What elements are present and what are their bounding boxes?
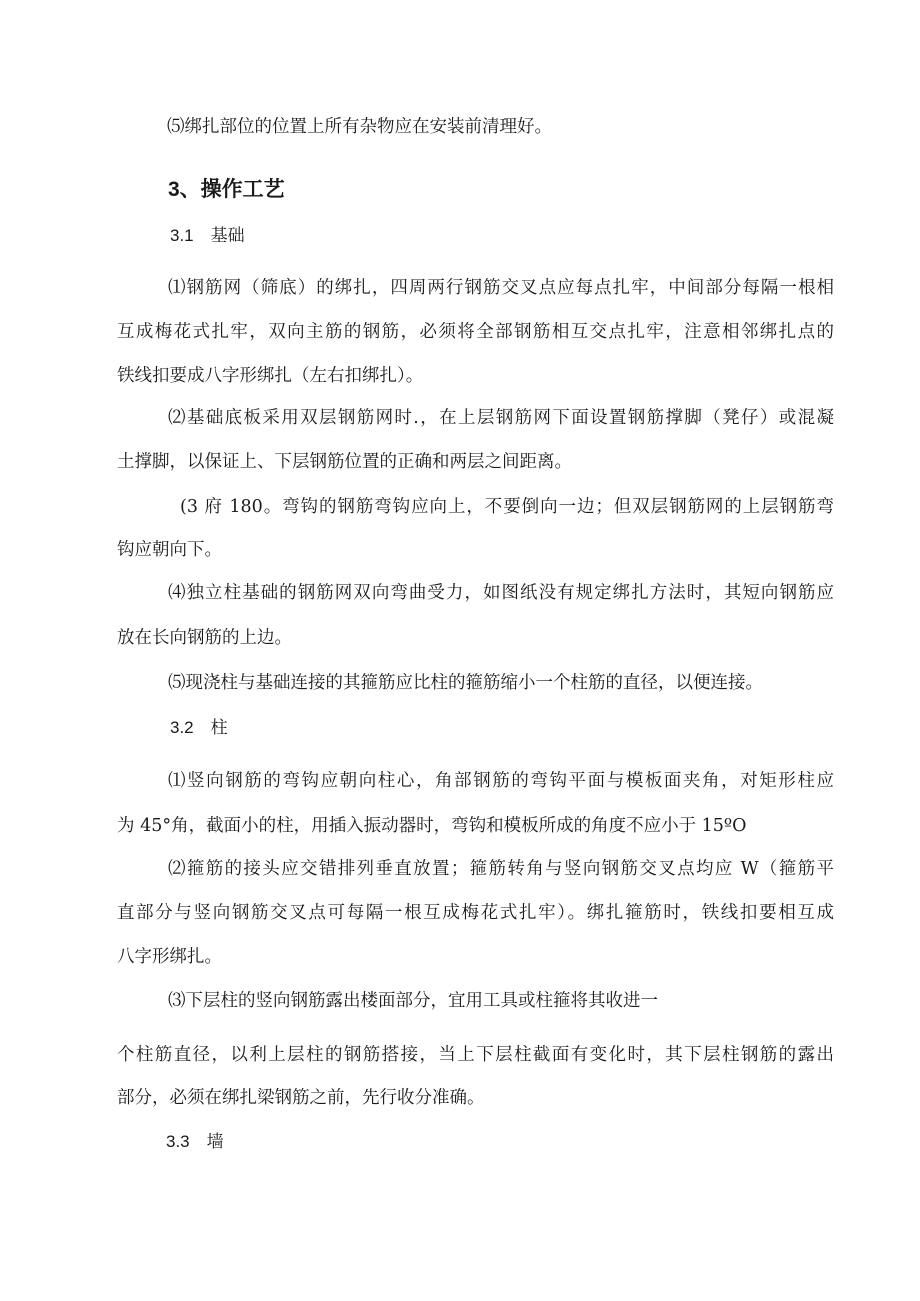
paragraph-line: ⑵箍筋的接头应交错排列垂直放置；箍筋转角与竖向钢筋交叉点均应 W（箍筋平 bbox=[168, 859, 834, 879]
section-3-2-heading: 3.2 柱 bbox=[170, 718, 228, 737]
paragraph-line: 互成梅花式扎牢，双向主筋的钢筋，必须将全部钢筋相互交点扎牢，注意相邻绑扎点的 bbox=[117, 322, 834, 342]
paragraph-line: 部分，必须在绑扎梁钢筋之前，先行收分准确。 bbox=[117, 1088, 485, 1108]
paragraph-line: 铁线扣要成八字形绑扎（左右扣绑扎）。 bbox=[117, 366, 424, 386]
paragraph-line: ⑷独立柱基础的钢筋网双向弯曲受力，如图纸没有规定绑扎方法时，其短向钢筋应 bbox=[168, 583, 834, 603]
section-3-1-heading: 3.1 基础 bbox=[170, 226, 245, 245]
section-3-3-heading: 3.3 墙 bbox=[166, 1132, 224, 1151]
paragraph-line: 为 45°角，截面小的柱，用插入振动器时，弯钩和模板所成的角度不应小于 15ºO bbox=[117, 816, 747, 836]
paragraph-line: (3 府 180。弯钩的钢筋弯钩应向上，不要倒向一边；但双层钢筋网的上层钢筋弯 bbox=[180, 497, 834, 517]
paragraph-line: ⑶下层柱的竖向钢筋露出楼面部分，宜用工具或柱箍将其收进一 bbox=[168, 991, 658, 1011]
paragraph-line: 放在长向钢筋的上边。 bbox=[117, 628, 292, 648]
paragraph-line: ⑵基础底板采用双层钢筋网时.，在上层钢筋网下面设置钢筋撑脚（凳仔）或混凝 bbox=[168, 408, 834, 428]
paragraph-line: ⑸现浇柱与基础连接的其箍筋应比柱的箍筋缩小一个柱筋的直径，以便连接。 bbox=[168, 673, 763, 693]
section-3-heading: 3、操作工艺 bbox=[168, 178, 285, 201]
paragraph-line: 钩应朝向下。 bbox=[117, 540, 222, 560]
paragraph-line: 八字形绑扎。 bbox=[117, 947, 222, 967]
paragraph-line: 土撑脚，以保证上、下层钢筋位置的正确和两层之间距离。 bbox=[117, 452, 572, 472]
paragraph-line: ⑴钢筋网（筛底）的绑扎，四周两行钢筋交叉点应每点扎牢，中间部分每隔一根相 bbox=[168, 278, 834, 298]
intro-item-5: ⑸绑扎部位的位置上所有杂物应在安装前清理好。 bbox=[167, 117, 552, 137]
paragraph-line: 个柱筋直径，以利上层柱的钢筋搭接，当上下层柱截面有变化时，其下层柱钢筋的露出 bbox=[117, 1045, 834, 1065]
paragraph-line: ⑴竖向钢筋的弯钩应朝向柱心，角部钢筋的弯钩平面与模板面夹角，对矩形柱应 bbox=[168, 771, 834, 791]
paragraph-line: 直部分与竖向钢筋交叉点可每隔一根互成梅花式扎牢）。绑扎箍筋时，铁线扣要相互成 bbox=[117, 903, 834, 923]
